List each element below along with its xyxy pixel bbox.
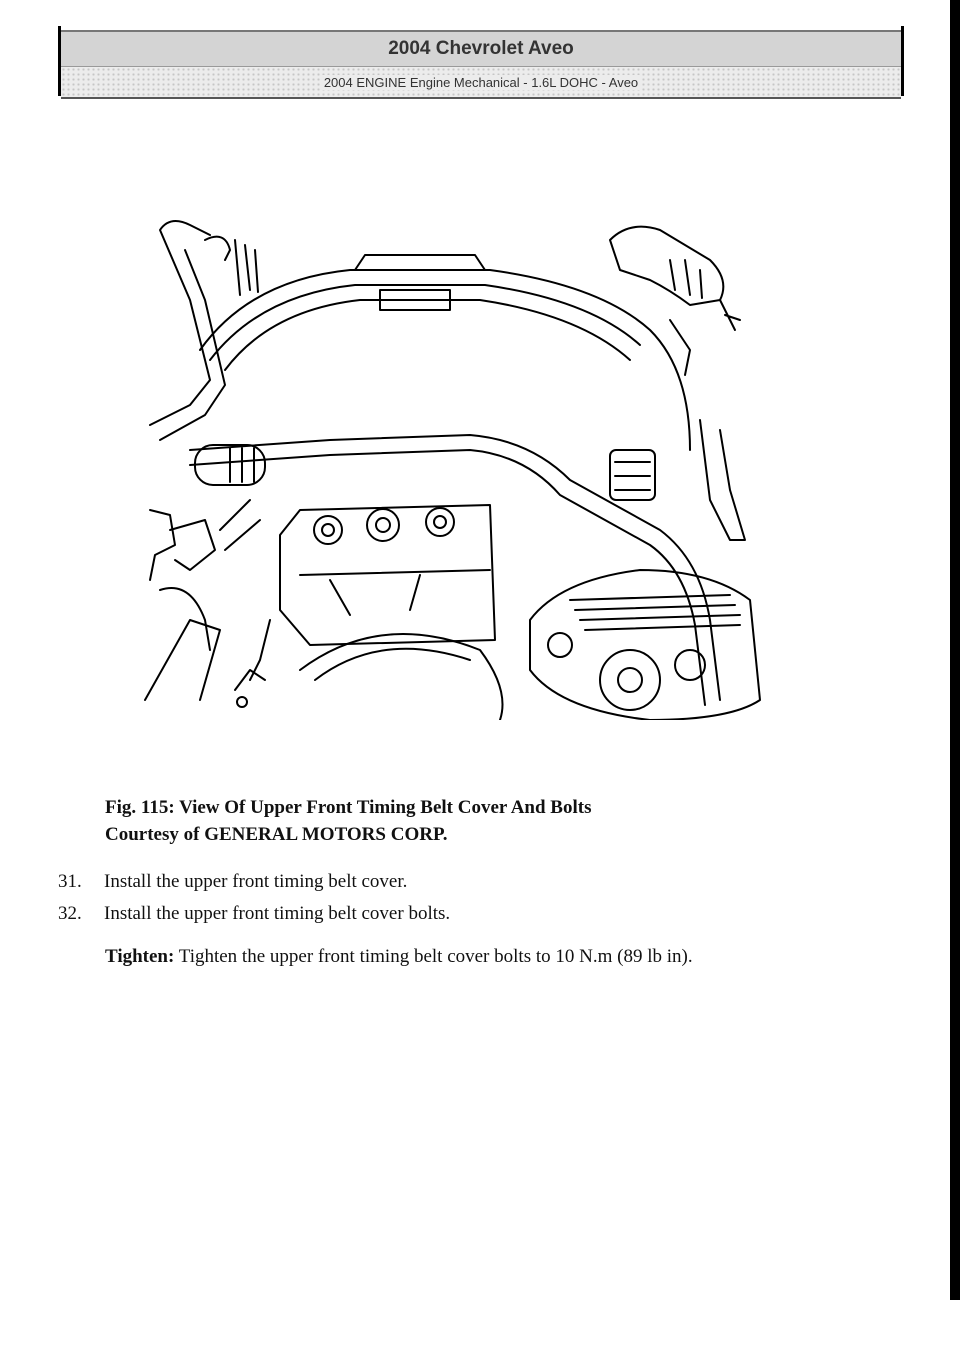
tighten-text: Tighten the upper front timing belt cover bolts to 10 N.m (89 lb in).: [174, 946, 693, 967]
step-text: Install the upper front timing belt cover.: [104, 871, 408, 892]
page-edge-bar: [950, 0, 960, 1300]
header-title: 2004 Chevrolet Aveo: [61, 30, 901, 67]
header-subtitle: [61, 67, 901, 99]
figure-caption: [105, 794, 591, 848]
step-item: [58, 871, 407, 893]
step-number: 31.: [58, 871, 82, 892]
step-item: [58, 903, 450, 925]
caption-credit: Courtesy of GENERAL MOTORS CORP.: [105, 824, 448, 845]
step-number: 32.: [58, 903, 82, 924]
engine-illustration: [130, 200, 770, 720]
tighten-label: Tighten:: [105, 946, 175, 967]
header-subtitle-text: 2004 ENGINE Engine Mechanical - 1.6L DOHC - Aveo: [320, 75, 642, 90]
torque-spec: [105, 946, 693, 968]
step-text: Install the upper front timing belt cover bolts.: [104, 903, 451, 924]
page-header: [58, 26, 904, 96]
caption-title: Fig. 115: View Of Upper Front Timing Belt Cover And Bolts: [105, 797, 592, 818]
